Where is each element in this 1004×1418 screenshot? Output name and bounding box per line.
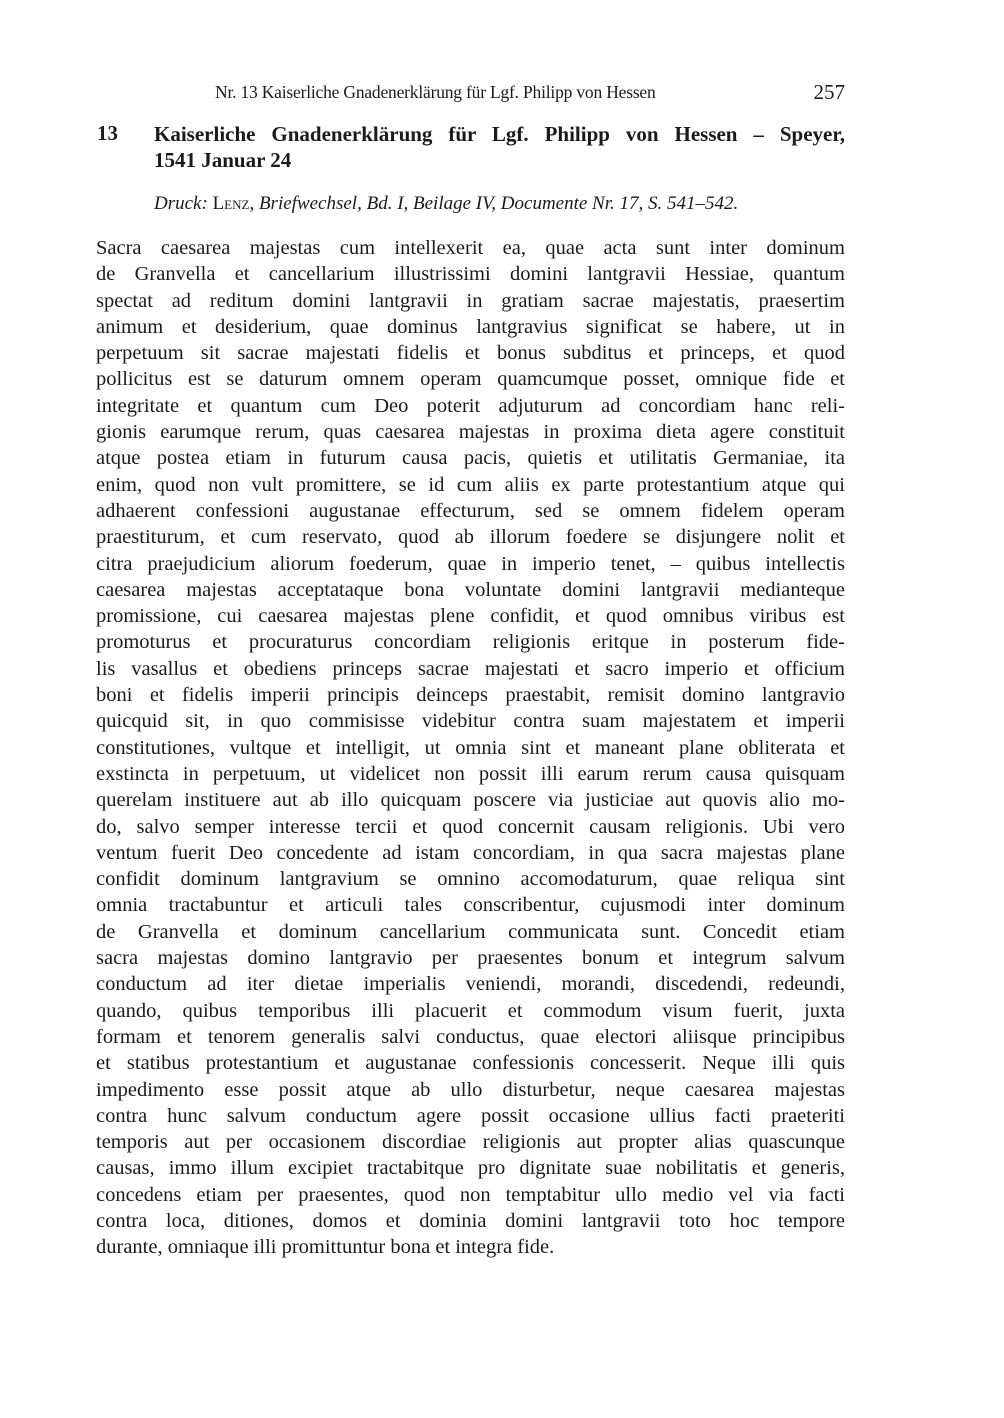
body-line: de Granvella et dominum cancellarium communicata sunt. Concedit etiam [96,920,845,943]
source-note [154,193,738,215]
body-line: exstincta in perpetuum, ut videlicet non possit illi earum rerum causa quisquam [96,762,845,785]
document-number: 13 [97,121,118,145]
body-line: quando, quibus temporibus illi placuerit et commodum visum fuerit, juxta [96,999,845,1022]
body-line: do, salvo semper interesse tercii et quod concernit causam religionis. Ubi vero [96,815,845,838]
body-line: gionis earumque rerum, quas caesarea majestas in proxima dieta agere constituit [96,421,845,444]
body-line: confidit dominum lantgravium se omnino accomodaturum, quae reliqua sint [96,868,845,891]
body-line: Sacra caesarea majestas cum intellexerit ea, quae acta sunt inter dominum [96,237,845,259]
body-line: boni et fidelis imperii principis deinceps praestabit, remisit domino lantgravio [96,684,845,707]
page-number: 257 [813,80,845,104]
body-line: lis vasallus et obediens princeps sacrae majestati et sacro imperio et officium [96,657,845,680]
body-line: concedens etiam per praesentes, quod non temptabitur ullo medio vel via facti [96,1183,845,1206]
body-line: pollicitus est se daturum omnem operam quamcumque posset, omnique fide et [96,368,845,391]
body-line: caesarea majestas acceptataque bona voluntate domini lantgravii medianteque [96,578,845,601]
body-line: conductum ad iter dietae imperialis veniendi, morandi, discedendi, redeundi, [96,973,845,996]
body-line: perpetuum sit sacrae majestati fidelis et bonus subditus et princeps, et quod [96,342,845,365]
body-line: omnia tractabuntur et articuli tales conscribentur, cujusmodi inter dominum [96,894,845,917]
body-line: atque postea etiam in futurum causa pacis, quietis et utilitatis Germaniae, ita [96,447,845,470]
body-line: promoturus et procuraturus concordiam religionis eritque in posterum fide- [96,631,845,654]
running-head [153,80,845,106]
body-line: impedimento esse possit atque ab ullo disturbetur, neque caesarea majestas [96,1078,845,1101]
document-body [96,235,845,1261]
body-line: et statibus protestantium et augustanae confessionis concesserit. Neque illi quis [96,1052,845,1075]
body-line: quicquid sit, in quo commisisse videbitur contra suam majestatem et imperii [96,710,845,733]
body-line: ventum fuerit Deo concedente ad istam concordiam, in qua sacra majestas plane [96,841,845,864]
body-line: contra hunc salvum conductum agere possit occasione ullius facti praeteriti [96,1104,845,1127]
running-title: Nr. 13 Kaiserliche Gnadenerklärung für Lgf. Philipp von Hessen [215,82,656,102]
document-title [154,121,845,173]
body-line: enim, quod non vult promittere, se id cum aliis ex parte protestantium atque qui [96,473,845,496]
body-line: promissione, cui caesarea majestas plene confidit, et quod omnibus viribus est [96,605,845,628]
body-line: spectat ad reditum domini lantgravii in gratiam sacrae majestatis, praesertim [96,289,845,312]
body-line: de Granvella et cancellarium illustrissimi domini lantgravii Hessiae, quantum [96,263,845,286]
document-title-line: 1541 Januar 24 [154,148,292,172]
body-line: animum et desiderium, quae dominus lantgravius significat se habere, ut in [96,315,845,338]
body-line: praestiturum, et cum reservato, quod ab illorum foedere se disjungere nolit et [96,526,845,549]
body-line: citra praejudicium aliorum foederum, quae in imperio tenet, – quibus intellectis [96,552,845,575]
body-line: durante, omniaque illi promittuntur bona et integra fide. [96,1236,555,1259]
body-line: integritate et quantum cum Deo poterit adjuturum ad concordiam hanc reli- [96,394,845,417]
body-line: causas, immo illum excipiet tractabitque pro dignitate suae nobilitatis et generis, [96,1157,845,1180]
source-citation: , Briefwechsel, Bd. I, Beilage IV, Documente Nr. 17, S. 541–542. [249,193,739,214]
body-line: formam et tenorem generalis salvi conductus, quae electori aliisque principibus [96,1025,845,1048]
body-line: querelam instituere aut ab illo quicquam poscere via justiciae aut quovis alio mo- [96,789,845,812]
body-line: constitutiones, vultque et intelligit, ut omnia sint et maneant plane obliterata et [96,736,845,759]
body-line: adhaerent confessioni augustanae effecturum, sed se omnem fidelem operam [96,499,845,522]
body-line: contra loca, ditiones, domos et dominia domini lantgravii toto hoc tempore [96,1209,845,1232]
body-line: temporis aut per occasionem discordiae religionis aut propter alias quascunque [96,1131,845,1154]
body-line: sacra majestas domino lantgravio per praesentes bonum et integrum salvum [96,947,845,970]
source-label: Druck: [154,193,208,214]
source-author: Lenz [212,193,250,214]
document-title-line: Kaiserliche Gnadenerklärung für Lgf. Philipp von Hessen – Speyer, [154,122,845,146]
